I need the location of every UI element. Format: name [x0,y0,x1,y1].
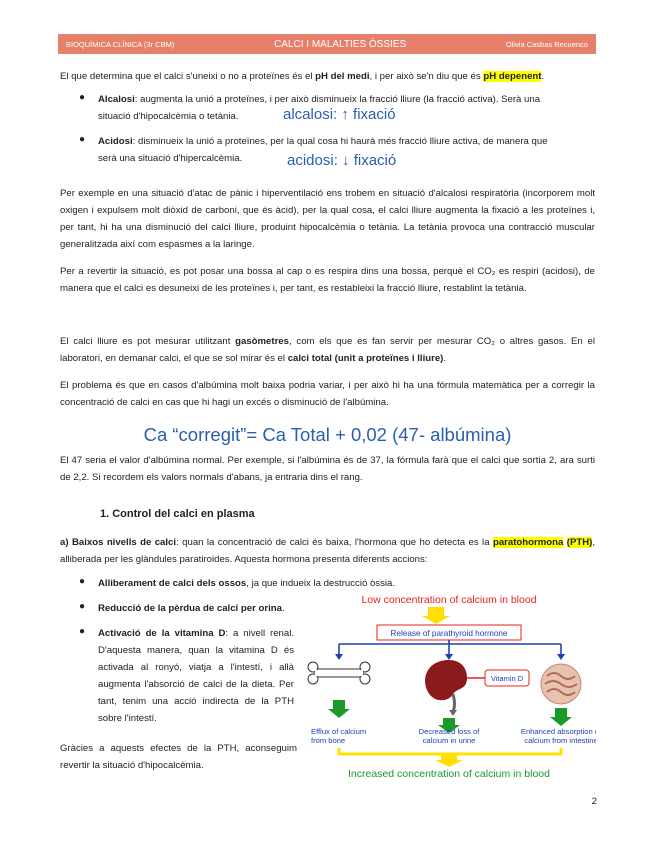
vitamin-d-label: Vitamin D [490,674,524,683]
bullet-dot: ● [79,601,86,612]
low-calcium-paragraph [60,534,595,568]
green-arrow-right [550,708,572,726]
intro-text-2: , i per això se'n diu que és [369,71,484,82]
bullet-term: Alcalosi [98,94,135,105]
release-label: Release of parathyroid hormone [390,629,508,638]
arrow-mid [445,654,453,660]
effect-intestine-2: calcium from intestine [524,736,596,745]
bullet-text: situació d'hipocalcèmia o tetània. [98,111,239,122]
kidney-icon [425,660,467,716]
intro-highlight-ph: pH depenent [483,71,542,82]
annotation-acidosi: acidosi: ↓ fixació [287,152,397,169]
bullet-text: serà una situació d'hipercalcèmia. [98,153,243,164]
page-number: 2 [591,796,597,807]
page-header [58,34,596,54]
measure-text-3: . [443,353,447,364]
diagram-bottom-label: Increased concentration of calcium in blood [348,768,550,780]
effect-urine-1: Decreased loss of [418,727,480,736]
arrow-yellow-1 [428,607,444,616]
arrow-yellow-2 [441,754,457,761]
bullet-dot: ● [79,92,86,103]
header-author: Olivia Casbas Recuenco [505,39,588,49]
low-bold: a) Baixos nivells de calci [60,537,177,548]
measure-text-1: El calci lliure es pot mesurar utilitzant [60,336,236,347]
problem-paragraph: El problema és que en casos d'albúmina molt baixa podria variar, i per això hi ha una fórmula matemàtica per a corregir la concentració de calci en cas que hi hagi un excés o disminució de l'albúmina. [60,380,595,408]
bone-icon [308,662,370,684]
action-term: Reducció de la pèrdua de calci per orina [98,603,282,614]
diagram-top-label: Low concentration of calcium in blood [361,594,537,606]
effect-urine-2: calcium in urine [422,736,476,745]
effect-bone-1: Efflux of calcium [311,727,367,736]
albumin-paragraph: El 47 seria el valor d'albúmina normal. Per exemple, si l'albúmina és de 37, la fórmula farà que el calci que sortia 2, ara surti de 2,2. Si recordem els valors normals d'abans, ja entraria dins el rang. [60,455,595,483]
bullet-text: : augmenta la unió a proteïnes, i per això disminueix la fracció lliure (la fracció activa). Serà una [134,94,541,105]
action-term: Activació de la vitamina D [98,628,226,639]
bullet-text: : disminueix la unió a proteïnes, per la qual cosa hi haurà més fracció lliure activa, de manera que [132,136,548,147]
header-title: CALCI I MALALTIES ÒSSIES [274,38,407,50]
effect-intestine-1: Enhanced absorption of [520,727,596,736]
header-course: BIOQUÍMICA CLÍNICA (3r CBM) [66,39,175,49]
bullet-dot: ● [79,626,86,637]
arrow-left [335,654,343,660]
measure-text-2: , com els que es fan servir per mesurar CO₂ o altres gasos. En el laboratori, en demanar calci, el que se sol mirar és el [60,336,595,364]
calcium-formula: Ca “corregit”= Ca Total + 0,02 (47- albúmina) [143,424,512,445]
effect-bone-2: from bone [311,736,346,745]
bullet-term: Acidosi [98,136,133,147]
low-text-1: : quan la concentració de calci és baixa, l'hormona que ho detecta es la [176,537,493,548]
final-paragraph: Gràcies a aquests efectes de la PTH, aconseguim revertir la situació d'hipocalcèmia. [60,743,297,771]
bullet-dot: ● [79,576,86,587]
revert-paragraph: Per a revertir la situació, es pot posar una bossa al cap o es respira dins una bossa, perquè el CO₂ es respiri (acidosi), de manera que el calci es desuneixi de les proteïnes i, per tant, es restableixi la fracció lliure, restablint la tetània. [60,266,595,294]
action-urine [98,600,298,617]
panic-paragraph: Per exemple en una situació d'atac de pànic i hiperventilació ens trobem en situació d'alcalosi respiratòria (incorporem molt oxigen i expulsem molt diòxid de carboni, que és àcid), per la qual cosa, el calci lliure augmenta la fixació a les proteïnes i, per tant, hi ha una disminució del calci lliure, produint hipocalcèmia o tetània. La tetània provoca una contracció muscular generalitzada així com espasmes a la laringe. [60,188,595,250]
intestine-icon [541,664,581,704]
pth-diagram [303,590,596,780]
arrow-yellow-2-head [435,760,463,767]
intro-bold-ph: pH del medi [315,71,370,82]
low-text-2: , alliberada per les glàndules paratiroides. Aquesta hormona presenta diferents accions: [60,537,595,565]
intro-paragraph [60,68,595,85]
measure-paragraph [60,333,595,367]
intro-text-1: El que determina que el calci s'uneixi o no a proteïnes és el [60,71,316,82]
action-text: . [281,603,285,614]
convergence-line [339,748,561,754]
pth-diagram-svg [303,590,596,780]
bullet-dot: ● [79,134,86,145]
annotation-alcalosi: alcalosi: ↑ fixació [283,106,396,123]
highlight-paratohormona: paratohormona [492,537,564,548]
arrow-right [557,654,565,660]
section-title: 1. Control del calci en plasma [100,508,255,520]
measure-bold-2: calci total (unit a proteïnes i lliure) [287,353,444,364]
action-vitamin-d [98,625,294,727]
green-arrow-left [328,700,350,718]
action-term: Alliberament de calci dels ossos [98,578,247,589]
intro-text-3: . [541,71,545,82]
measure-bold-1: gasòmetres [235,336,289,347]
action-text: : a nivell renal. D'aquesta manera, quan la vitamina D és activada al ronyó, viatja a l'intestí, i allà augmenta l'absorció de calci de la dieta. Per tant, tenim una acció indirecta de la PTH sobre l'intestí. [98,628,295,724]
arrow-yellow-1-head [422,616,450,624]
highlight-pth: (PTH) [566,537,593,548]
action-text: , ja que indueix la destrucció òssia. [246,578,396,589]
